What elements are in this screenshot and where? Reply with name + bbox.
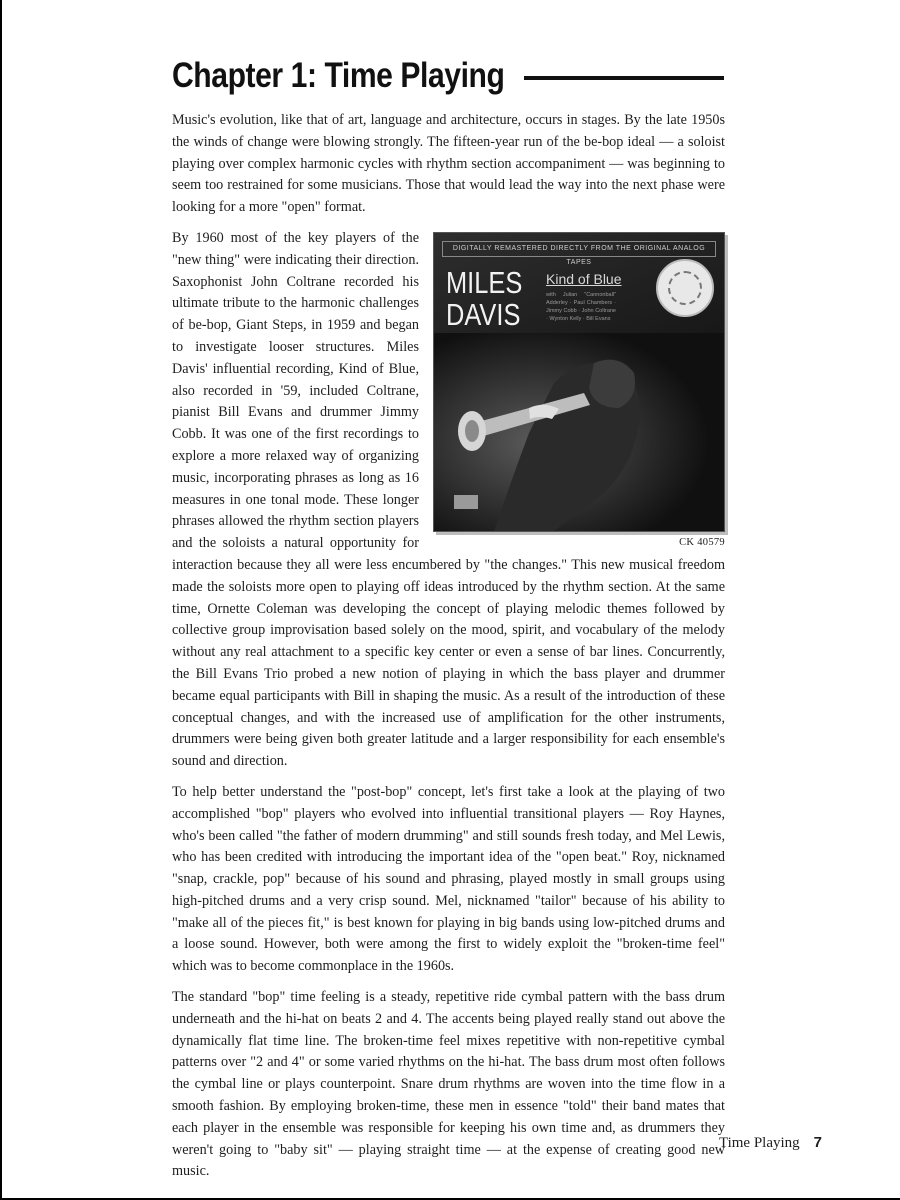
album-artist <box>446 264 523 332</box>
running-title: Time Playing <box>718 1135 800 1151</box>
album-title: Kind of Blue <box>546 270 622 287</box>
paragraph-1: Music's evolution, like that of art, language and architecture, occurs in stages. By the late 1950s the winds of change were blowing strongly. The fifteen-year run of the be-bop ideal — a soloist playing over complex harmonic cycles with rhythm section accompaniment — was beginning to seem too restrained for some musicians. Those that would lead the way into the next phase were looking for a more "open" format. <box>172 112 725 216</box>
scan-edge-left <box>0 0 2 1200</box>
heading-rule <box>524 76 724 80</box>
album-cover <box>433 232 725 532</box>
page-footer <box>719 1134 822 1152</box>
catalog-number: CK 40579 <box>679 536 725 548</box>
album-artist-line-2: DAVIS <box>446 296 521 332</box>
body-text <box>172 110 725 1192</box>
masterworks-seal-icon <box>656 259 714 317</box>
album-artist-line-1: MILES <box>446 264 523 300</box>
album-banner: DIGITALLY REMASTERED DIRECTLY FROM THE ORIGINAL ANALOG TAPES <box>442 241 716 257</box>
page-number: 7 <box>813 1134 822 1151</box>
album-figure <box>433 232 725 550</box>
paragraph-2: By 1960 most of the key players of the "new thing" were indicating their direction. Saxophonist John Coltrane recorded his ultimate tribute to the harmonic challenges of be-bop, Giant Steps, in 1959 and began to investigate looser structures. Miles Davis' influential recording, Kind of Blue, also recorded in '59, included Coltrane, pianist Bill Evans and drummer Jimmy Cobb. It was one of the first recordings to explore a more relaxed way of organizing music, incorporating phrases as long as 16 measures in one tonal mode. These longer phrases allowed the rhythm section players and the soloists a natural opportunity for interaction because they all were less encumbered by "the changes." This new musical freedom made the soloists more open to playing off ideas introduced by the rhythm section. At the same time, Ornette Coleman was developing the concept of playing melodic themes followed by collective group improvisation based solely on the mood, spirit, and vocabulary of the melody without any real attachment to a specific key center or even a sense of bar lines. Concurrently, the Bill Evans Trio probed a new notion of playing in which the bass player and drummer became equal participants with Bill in shaping the music. As a result of the introduction of these conceptual changes, and with the increased use of amplification for the other instruments, drummers were being given both greater latitude and a larger responsibility for each ensemble's sound and direction. <box>172 229 725 770</box>
chapter-heading: Chapter 1: Time Playing <box>172 56 505 95</box>
paragraph-3: To help better understand the "post-bop" concept, let's first take a look at the playing of two accomplished "bop" players who evolved into influential transitional players — Roy Haynes, who's been called "the father of modern drumming" and still sounds fresh today, and Mel Lewis, who has been credited with introducing the important idea of the "open beat." Roy, nicknamed "snap, crackle, pop" because of his sound and phrasing, played mostly in small groups using high-pitched drums and a very crisp sound. Mel, nicknamed "tailor" because of his ability to "make all of the pieces fit," is best known for playing in big bands using low-pitched drums and a loose sound. However, both were among the first to widely exploit the "broken-time feel" which was to become commonplace in the 1960s. <box>172 783 725 975</box>
chapter-heading-row <box>172 50 724 102</box>
paragraph-4: The standard "bop" time feeling is a steady, repetitive ride cymbal pattern with the bass drum underneath and the hi-hat on beats 2 and 4. The accents being played really stand out above the dynamically flat time line. The broken-time feel mixes repetitive with non-repetitive cymbal patterns over "2 and 4" or some varied rhythms on the hi-hat. The bass drum most often follows the cymbal line or plays counterpoint. Snare drum rhythms are woven into the time flow in a smooth fashion. By employing broken-time, these men in essence "told" their band mates that each player in the ensemble was responsible for keeping his own time and, as drummers they weren't going to "baby sit" — playing straight time — at the expense of creating good new music. <box>172 989 725 1180</box>
album-credits: with Julian "Cannonball" Adderley · Paul Chambers · Jimmy Cobb · John Coltrane · Wynton Kelly · Bill Evans <box>546 291 616 322</box>
